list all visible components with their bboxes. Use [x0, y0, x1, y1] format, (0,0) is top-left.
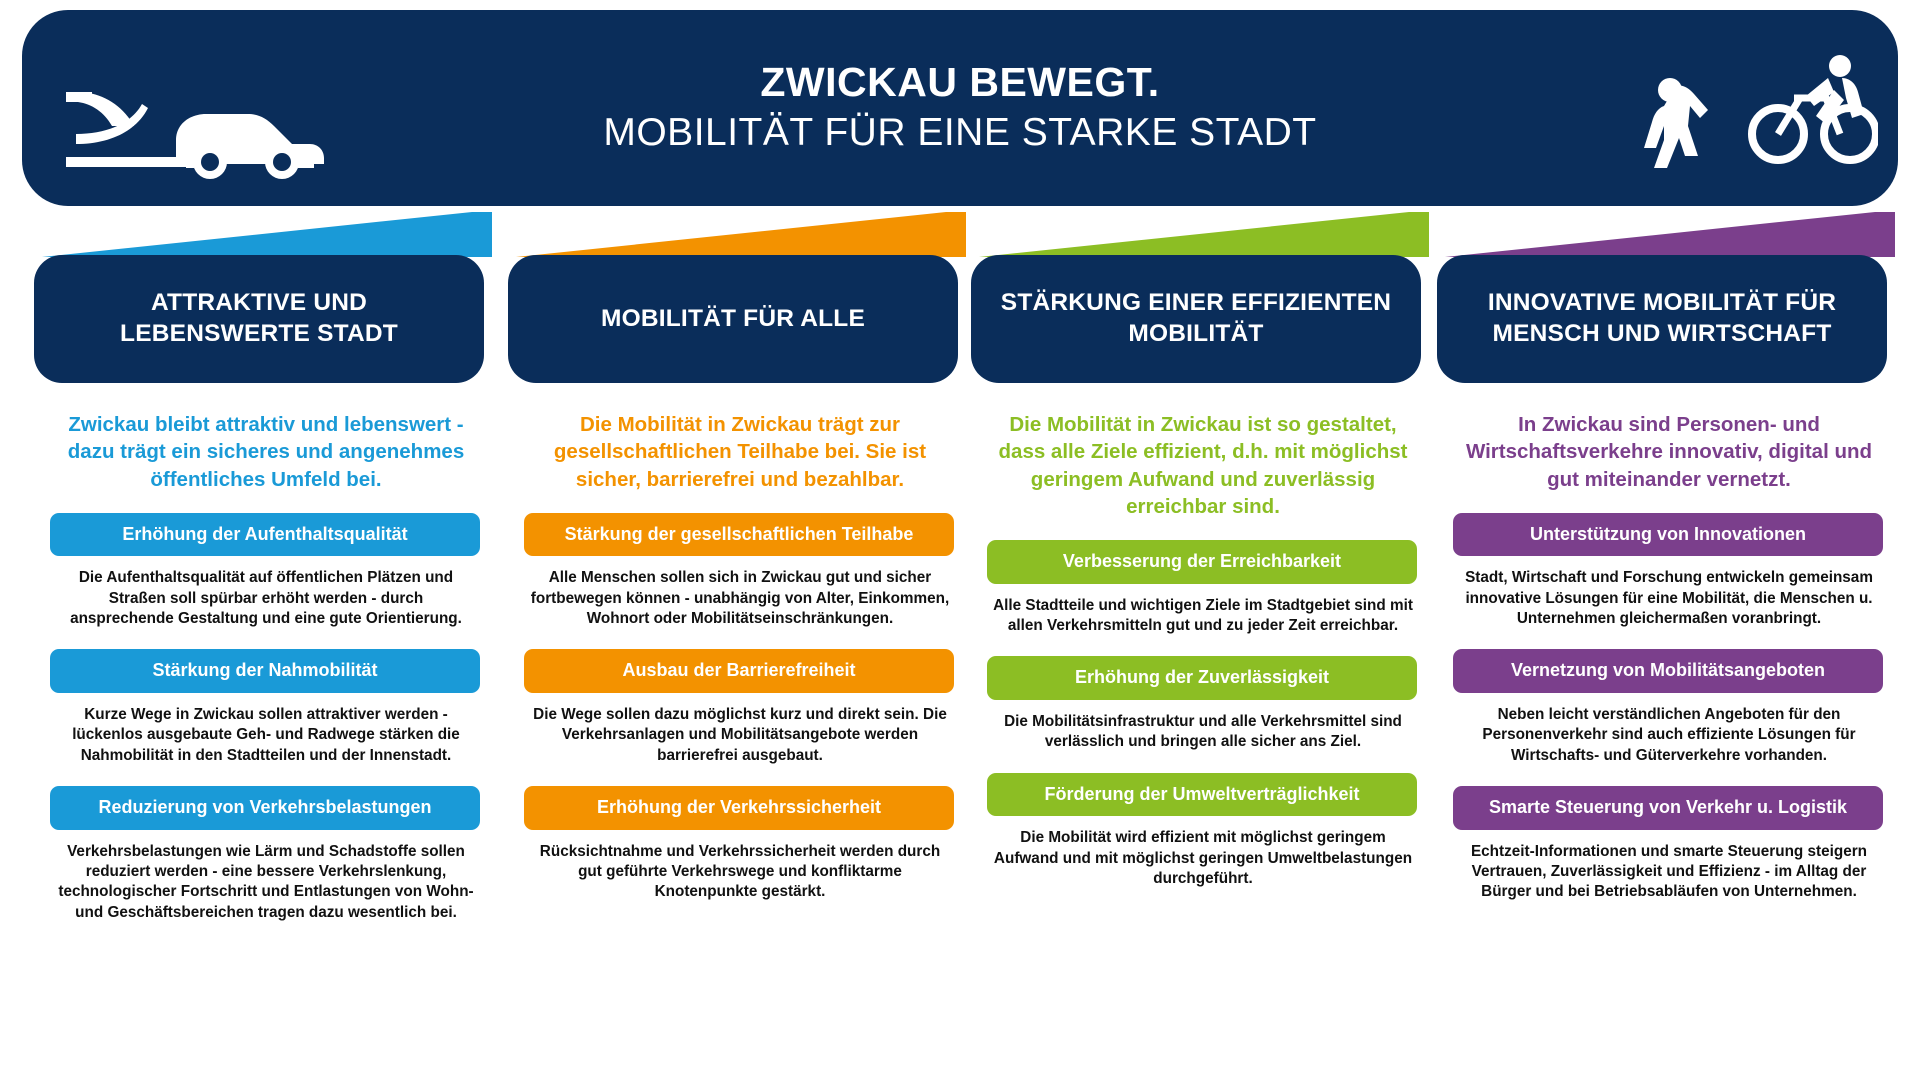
column-tab-1[interactable] — [508, 255, 958, 383]
goal-pill[interactable]: Erhöhung der Aufenthaltsqualität — [50, 513, 480, 557]
goal-description: Rücksichtnahme und Verkehrssicherheit werden durch gut geführte Verkehrswege und konfliktarme Knotenpunkte gestärkt. — [539, 842, 941, 901]
column-ribbon-2 — [979, 212, 1429, 257]
goal-block — [1437, 786, 1902, 903]
goal-block — [971, 656, 1436, 752]
goal-description: Stadt, Wirtschaft und Forschung entwickeln gemeinsam innovative Lösungen für eine Mobilität, die Menschen u. Unternehmen gleichermaßen voranbringt. — [1465, 569, 1873, 628]
column-tab-title-2: STÄRKUNG EINER EFFIZIENTEN MOBILITÄT — [1000, 289, 1392, 347]
columns-container — [0, 212, 1920, 1080]
goal-description: Die Aufenthaltsqualität auf öffentlichen Plätzen und Straßen soll spürbar erhöht werden - durch ansprechende Gestaltung und eine gute Orientierung. — [70, 569, 462, 628]
column-lead-text-2: Die Mobilität in Zwickau ist so gestaltet, dass alle Ziele effizient, d.h. mit möglichst geringem Aufwand und zuverlässig erreichbar sind. — [998, 413, 1408, 518]
column-lead-text-3: In Zwickau sind Personen- und Wirtschaftsverkehre innovativ, digital und gut miteinander vernetzt. — [1465, 413, 1873, 491]
column-lead-text-1: Die Mobilität in Zwickau trägt zur gesellschaftlichen Teilhabe bei. Sie ist sicher, barrierefrei und bezahlbar. — [553, 413, 927, 491]
goal-description: Echtzeit-Informationen und smarte Steuerung steigern Vertrauen, Zuverlässigkeit und Effizienz - im Alltag der Bürger und bei Betriebsabläufen von Unternehmen. — [1470, 842, 1868, 901]
goal-description: Die Mobilitätsinfrastruktur und alle Verkehrsmittel sind verlässlich und bringen alle sicher ans Ziel. — [1004, 712, 1402, 751]
goal-block — [971, 540, 1436, 636]
page-title: ZWICKAU BEWEGT. — [760, 59, 1160, 106]
goal-block — [34, 513, 499, 630]
goal-pill[interactable]: Unterstützung von Innovationen — [1453, 513, 1883, 557]
column-3 — [1437, 212, 1902, 903]
goal-block — [34, 649, 499, 766]
goal-pill[interactable]: Stärkung der Nahmobilität — [50, 649, 480, 693]
page-subtitle: MOBILITÄT FÜR EINE STARKE STADT — [603, 111, 1317, 155]
column-tab-title-3: INNOVATIVE MOBILITÄT FÜR MENSCH UND WIRTSCHAFT — [1487, 289, 1837, 347]
goal-description: Die Mobilität wird effizient mit möglichst geringem Aufwand und mit möglichst geringen Umweltbelastungen durchgeführt. — [993, 829, 1413, 887]
goal-block — [508, 513, 973, 630]
header-text — [22, 10, 1898, 206]
column-lead-text-0: Zwickau bleibt attraktiv und lebenswert - dazu trägt ein sicheres und angenehmes öffentliches Umfeld bei. — [67, 413, 465, 491]
goal-pill[interactable]: Förderung der Umweltverträglichkeit — [987, 773, 1417, 817]
goal-description: Neben leicht verständlichen Angeboten für den Personenverkehr sind auch effiziente Lösungen für Wirtschafts- und Güterverkehre vorhanden. — [1482, 705, 1856, 764]
column-tab-title-0: ATTRAKTIVE UND LEBENSWERTE STADT — [120, 289, 398, 347]
column-ribbon-0 — [42, 212, 492, 257]
pedestrian-cyclist-icon — [1628, 38, 1878, 188]
goal-block — [508, 786, 973, 903]
goal-description: Verkehrsbelastungen wie Lärm und Schadstoffe sollen reduziert werden - eine bessere Verkehrslenkung, technologischer Fortschritt und Entlastungen von Wohn- und Geschäftsbereichen tragen dazu wesentlich bei. — [58, 842, 474, 921]
goal-block — [1437, 513, 1902, 630]
goal-block — [1437, 649, 1902, 766]
goal-pill[interactable]: Vernetzung von Mobilitätsangeboten — [1453, 649, 1883, 693]
goal-pill[interactable]: Verbesserung der Erreichbarkeit — [987, 540, 1417, 584]
goal-pill[interactable]: Reduzierung von Verkehrsbelastungen — [50, 786, 480, 830]
goal-description: Kurze Wege in Zwickau sollen attraktiver werden - lückenlos ausgebaute Geh- und Radwege stärken die Nahmobilität in den Stadtteilen und der Innenstadt. — [72, 705, 460, 764]
column-0 — [34, 212, 499, 923]
goal-pill[interactable]: Stärkung der gesellschaftlichen Teilhabe — [524, 513, 954, 557]
column-2 — [971, 212, 1436, 889]
goal-pill[interactable]: Erhöhung der Zuverlässigkeit — [987, 656, 1417, 700]
column-ribbon-3 — [1445, 212, 1895, 257]
goal-block — [508, 649, 973, 766]
header-banner — [22, 10, 1898, 206]
column-1 — [508, 212, 973, 903]
column-tab-2[interactable] — [971, 255, 1421, 383]
goal-pill[interactable]: Ausbau der Barrierefreiheit — [524, 649, 954, 693]
column-tab-title-1: MOBILITÄT FÜR ALLE — [601, 304, 865, 332]
goal-description: Die Wege sollen dazu möglichst kurz und direkt sein. Die Verkehrsanlagen und Mobilitätsangebote werden barrierefrei ausgebaut. — [533, 705, 947, 764]
goal-pill[interactable]: Smarte Steuerung von Verkehr u. Logistik — [1453, 786, 1883, 830]
column-tab-3[interactable] — [1437, 255, 1887, 383]
goal-block — [34, 786, 499, 923]
goal-description: Alle Menschen sollen sich in Zwickau gut und sicher fortbewegen können - unabhängig von Alter, Einkommen, Wohnort oder Mobilitätseinschränkungen. — [530, 569, 950, 628]
goal-description: Alle Stadtteile und wichtigen Ziele im Stadtgebiet sind mit allen Verkehrsmitteln gut und zu jeder Zeit erreichbar. — [993, 596, 1413, 634]
goal-pill[interactable]: Erhöhung der Verkehrssicherheit — [524, 786, 954, 830]
column-ribbon-1 — [516, 212, 966, 257]
goal-block — [971, 773, 1436, 890]
column-tab-0[interactable] — [34, 255, 484, 383]
